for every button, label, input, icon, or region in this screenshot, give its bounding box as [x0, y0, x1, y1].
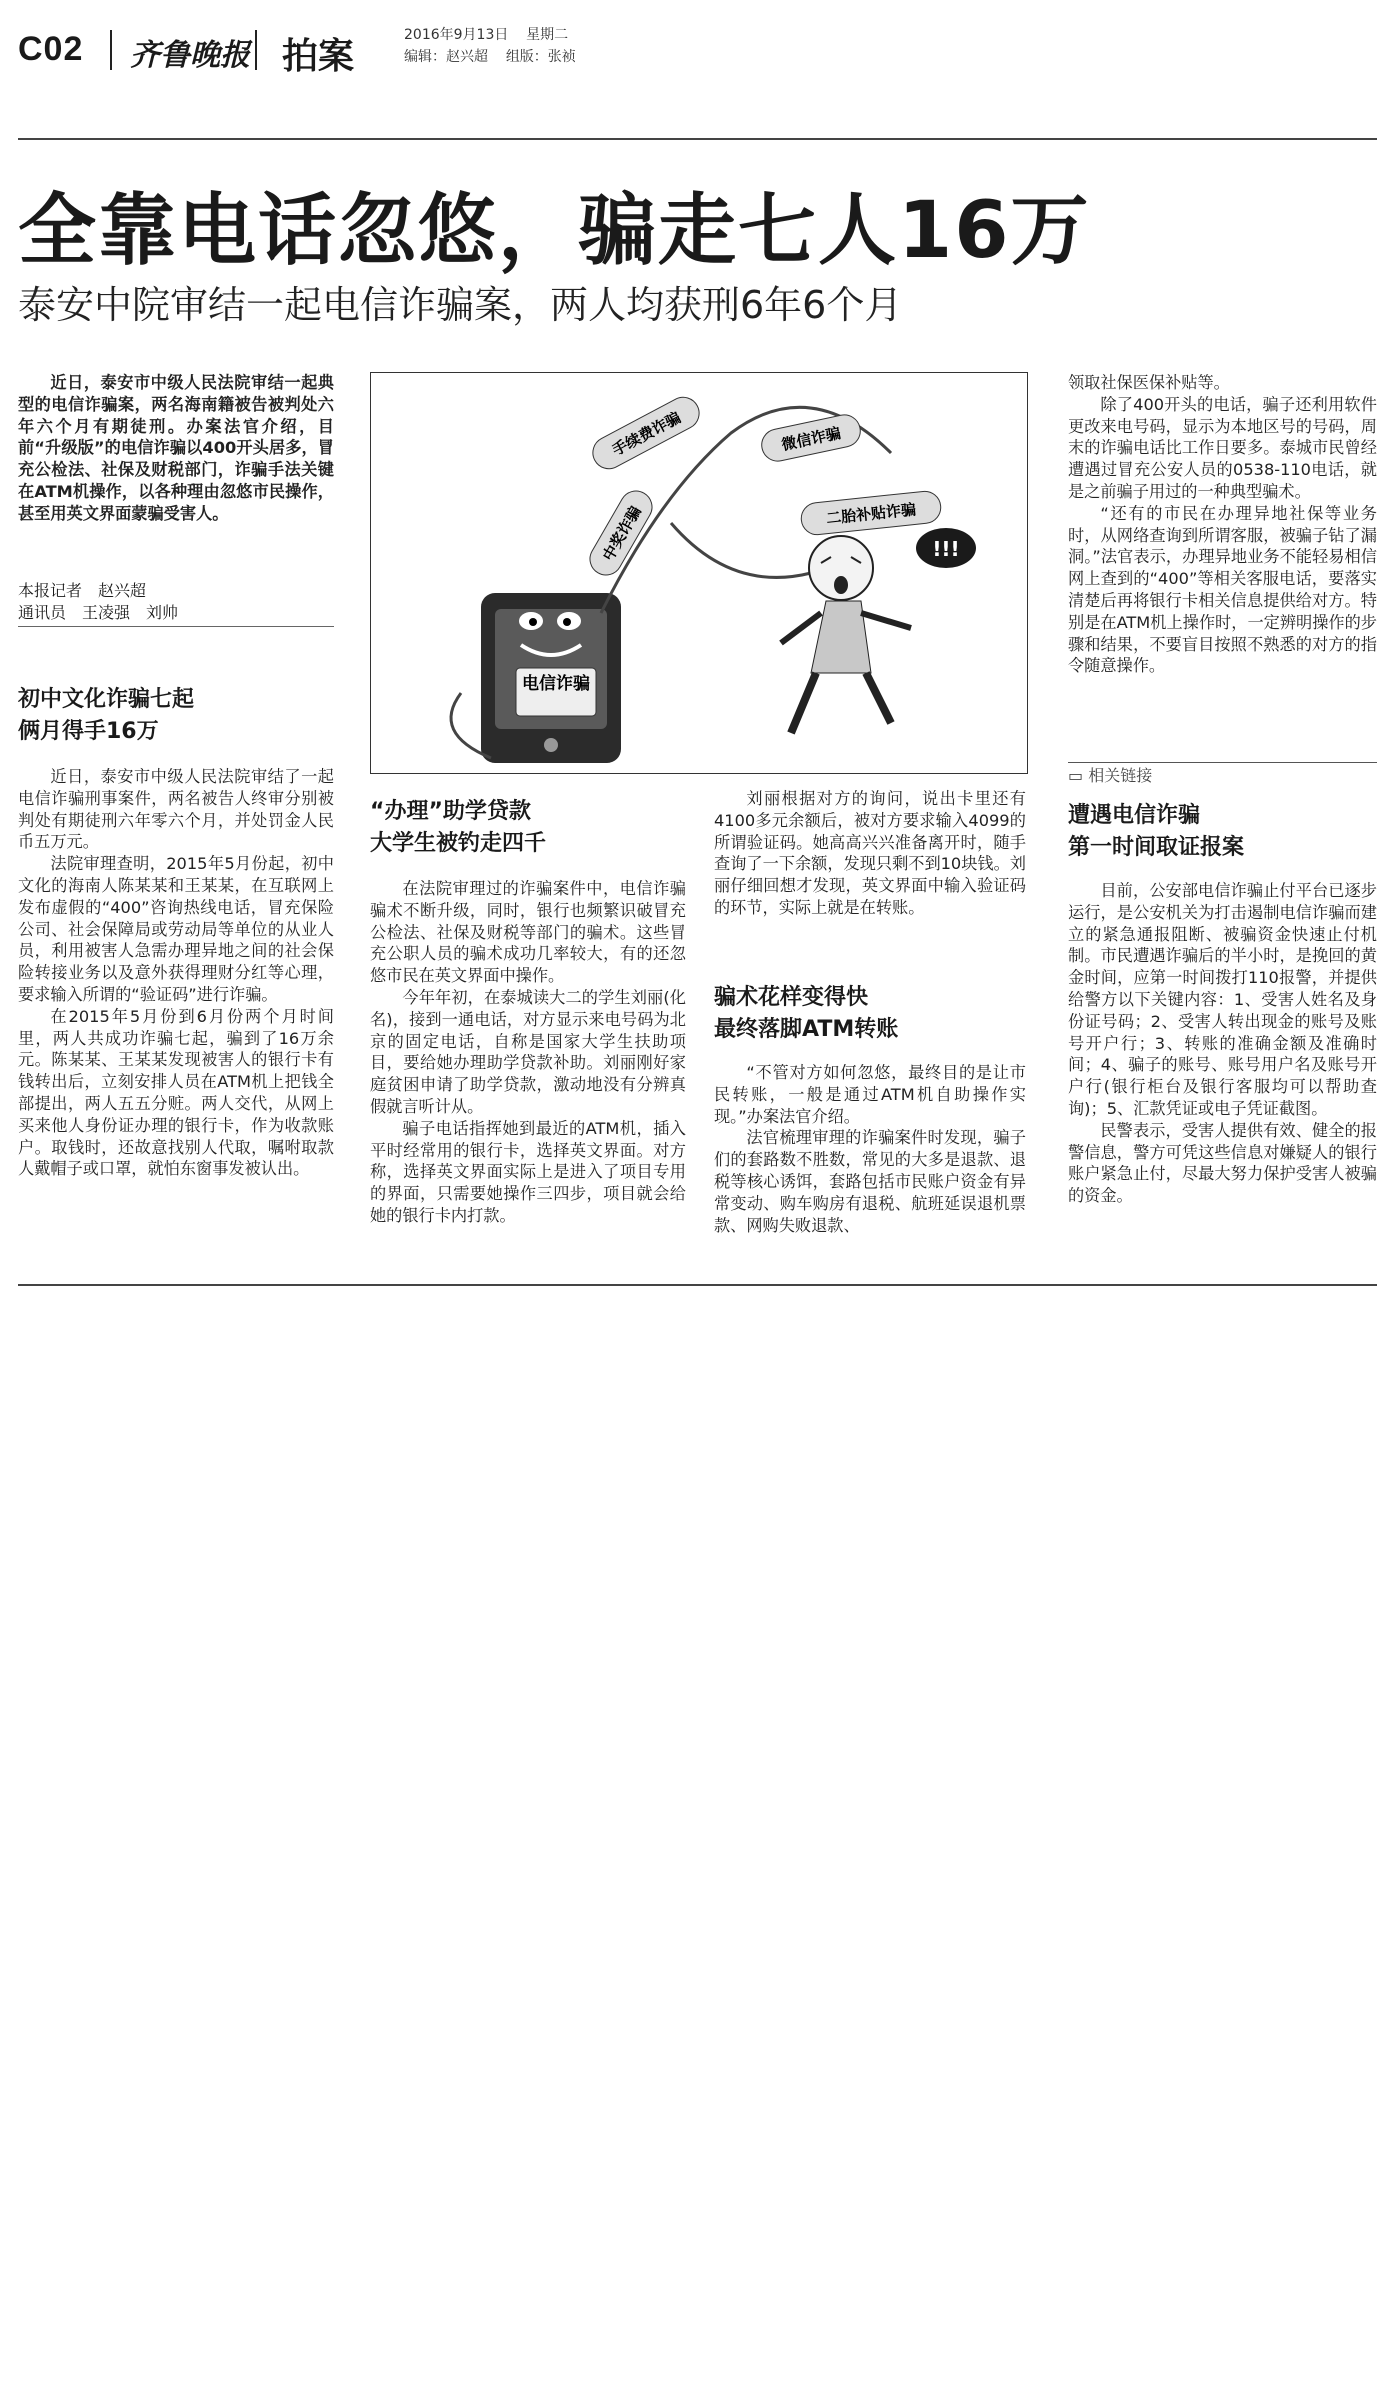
section3-heading-1: 骗术花样变得快: [714, 985, 869, 1010]
layout-editor: 组版：张祯: [505, 49, 576, 65]
section3: [714, 982, 1026, 1046]
reporter: 本报记者 赵兴超: [18, 581, 147, 600]
paragraph: 法院审理查明，2015年5月份起，初中文化的海南人陈某某和王某某，在互联网上发布虚假的“400”咨询热线电话，冒充保险公司、社会保障局或劳动局等单位的从业人员，利用被害人急需办理异地之间的社会保险转接业务以及意外获得理财分红等心理，要求输入所谓的“验证码”进行诈骗。: [18, 854, 334, 1004]
paragraph: 近日，泰安市中级人民法院审结了一起电信诈骗刑事案件，两名被告人终审分别被判处有期徒刑六年零六个月，并处罚金人民币五万元。: [18, 767, 334, 852]
correspondents: 通讯员 王凌强 刘帅: [18, 603, 179, 622]
masthead-divider: [255, 30, 257, 70]
cartoon-label: 手续费诈骗: [609, 408, 684, 460]
paragraph: 目前，公安部电信诈骗止付平台已逐步运行，是公安机关为打击遏制电信诈骗而建立的紧急通报阻断、被骗资金快速止付机制。市民遭遇诈骗后的半小时，是挽回的黄金时间，应第一时间拨打110报警，并提供给警方以下关键内容：1、受害人姓名及身份证号码；2、受害人转出现金的账号及账号开户行；3、转账的准确金额及准确时间；4、骗子的账号、账号用户名及账号开户行(银行柜台及银行客服均可以帮助查询)；5、汇款凭证或电子凭证截图。: [1068, 881, 1377, 1118]
related-links-label: 相关链接: [1088, 766, 1153, 785]
section-name: 拍案: [282, 36, 355, 77]
related-links-bar: [1068, 762, 1377, 787]
section4-body-top: [1068, 372, 1377, 677]
editor-line: [404, 46, 576, 66]
section1: [18, 684, 334, 748]
section3-heading-2: 最终落脚ATM转账: [714, 1017, 899, 1042]
section1-heading-2: 俩月得手16万: [18, 719, 159, 744]
paragraph: 在法院审理过的诈骗案件中，电信诈骗骗术不断升级，同时，银行也频繁识破冒充公检法、社保及财税等部门的骗术。这些冒充公职人员的骗术成功几率较大，有的还忽悠市民在英文界面中操作。: [370, 879, 686, 986]
section1-heading-1: 初中文化诈骗七起: [18, 687, 195, 712]
section2-heading-1: “办理”助学贷款: [370, 799, 531, 824]
cartoon-label: 二胎补贴诈骗: [825, 500, 917, 528]
subheadline: 泰安中院审结一起电信诈骗案，两人均获刑6年6个月: [18, 283, 903, 327]
paragraph: 今年年初，在泰城读大二的学生刘丽(化名)，接到一通电话，对方显示来电号码为北京的固定电话，自称是国家大学生扶助项目，要给她办理助学贷款补助。刘丽刚好家庭贫困申请了助学贷款，激动地没有分辨真假就言听计从。: [370, 987, 686, 1116]
section4-body: [1068, 880, 1377, 1207]
section3-body: [714, 1062, 1026, 1236]
paragraph: 民警表示，受害人提供有效、健全的报警信息，警方可凭这些信息对嫌疑人的银行账户紧急止付，尽最大努力保护受害人被骗的资金。: [1068, 1120, 1377, 1206]
section4-heading-2: 第一时间取证报案: [1068, 835, 1245, 860]
lead-paragraph-block: [18, 372, 334, 525]
lead-paragraph: 近日，泰安市中级人民法院审结一起典型的电信诈骗案，两名海南籍被告被判处六年六个月有期徒刑。办案法官介绍，目前“升级版”的电信诈骗以400开头居多，冒充公检法、社保及财税部门，诈骗手法关键在ATM机操作，以各种理由忽悠市民操作，甚至用英文界面蒙骗受害人。: [18, 373, 334, 523]
section3-body-top: [714, 788, 1026, 919]
headline: 全靠电话忽悠，骗走七人16万: [18, 186, 1091, 276]
byline: [18, 580, 334, 624]
paragraph: “不管对方如何忽悠，最终目的是让市民转账，一般是通过ATM机自助操作实现。”办案法官介绍。: [714, 1063, 1026, 1126]
cartoon-label: 电信诈骗: [522, 674, 590, 694]
paragraph: 除了400开头的电话，骗子还利用软件更改来电号码，显示为本地区号的号码，周末的诈骗电话比工作日要多。泰城市民曾经遭遇过冒充公安人员的0538-110电话，就是之前骗子用过的一种典型骗术。: [1068, 394, 1377, 501]
issue-date-line: [404, 24, 568, 44]
newspaper-logo: 齐鲁晚报: [130, 38, 250, 73]
document-icon: ▭: [1068, 766, 1084, 785]
section2: [370, 796, 686, 860]
section2-heading-2: 大学生被钓走四千: [370, 831, 547, 856]
page-number: C02: [18, 30, 84, 68]
paragraph: “还有的市民在办理异地社保等业务时，从网络查询到所谓客服，被骗子钻了漏洞。”法官表示，办理异地业务不能轻易相信网上查到的“400”等相关客服电话，要落实清楚后再将银行卡相关信息提供给对方。特别是在ATM机上操作时，一定辨明操作的步骤和结果，不要盲目按照不熟悉的对方的指令随意操作。: [1068, 503, 1377, 676]
cartoon-illustration: [370, 372, 1028, 774]
section4: [1068, 800, 1377, 864]
paragraph: 法官梳理审理的诈骗案件时发现，骗子们的套路数不胜数，常见的大多是退款、退税等核心诱饵，套路包括市民账户资金有异常变动、购车购房有退税、航班延误退机票款、网购失败退款、: [714, 1128, 1026, 1235]
section2-body: [370, 878, 686, 1227]
cartoon-label: 中奖诈骗: [599, 503, 645, 564]
section4-heading-1: 遭遇电信诈骗: [1068, 803, 1201, 828]
paragraph: 领取社保医保补贴等。: [1068, 373, 1230, 392]
cartoon-label: !!!: [932, 537, 960, 561]
issue-date: 2016年9月13日: [404, 27, 509, 43]
byline-rule: [18, 626, 334, 627]
issue-weekday: 星期二: [526, 27, 569, 43]
paragraph: 刘丽根据对方的询问，说出卡里还有4100多元余额后，被对方要求输入4099的所谓验证码。她高高兴兴准备离开时，随手查询了一下余额，发现只剩不到10块钱。刘丽仔细回想才发现，英文界面中输入验证码的环节，实际上就是在转账。: [714, 789, 1026, 917]
editor: 编辑：赵兴超: [404, 49, 488, 65]
masthead-rule: [18, 138, 1377, 140]
masthead-divider: [110, 30, 112, 70]
section1-body: [18, 766, 334, 1180]
paragraph: 在2015年5月份到6月份两个月时间里，两人共成功诈骗七起，骗到了16万余元。陈某某、王某某发现被害人的银行卡有钱转出后，立刻安排人员在ATM机上把钱全部提出，两人五五分赃。两人交代，从网上买来他人身份证办理的银行卡，作为收款账户。取钱时，还故意找别人代取，嘱咐取款人戴帽子或口罩，就怕东窗事发被认出。: [18, 1006, 334, 1179]
cartoon-label: 微信诈骗: [779, 423, 843, 455]
paragraph: 骗子电话指挥她到最近的ATM机，插入平时经常用的银行卡，选择英文界面。对方称，选择英文界面实际上是进入了项目专用的界面，只需要她操作三四步，项目就会给她的银行卡内打款。: [370, 1118, 686, 1225]
cartoon-svg: [371, 373, 1027, 773]
article-bottom-rule: [18, 1284, 1377, 1286]
